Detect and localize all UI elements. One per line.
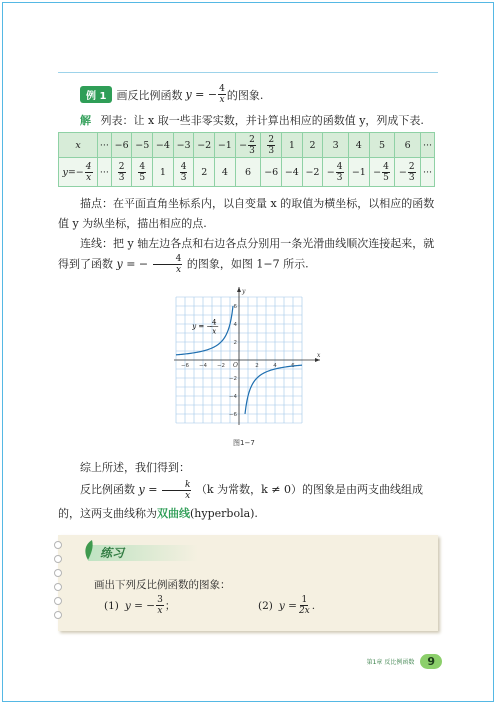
concept-text-c: (hyperbola). (190, 507, 258, 520)
binder-ring-icon (54, 611, 62, 619)
y-tick-label: −6 (228, 412, 237, 418)
table-cell: 2 (302, 133, 323, 158)
page-footer (367, 654, 442, 669)
table-cell (173, 158, 194, 187)
y-tick-label: 4 (233, 322, 237, 328)
cell-fraction: $\frac{2}{3}$ (268, 134, 275, 156)
table-cell: 2 (194, 158, 215, 187)
figure-caption: 图1−7 (233, 439, 255, 447)
x-tick-label: −4 (198, 363, 208, 369)
chapter-label: 第1章 反比例函数 (366, 659, 415, 666)
cell-fraction: $\frac{4}{5}$ (139, 161, 146, 183)
table-cell: 4 (349, 133, 370, 158)
table-cell: −3 (173, 133, 194, 158)
item-formula-lhs: y = (278, 599, 297, 612)
table-cell: 6 (395, 133, 421, 158)
plot-points-paragraph: 描点：在平面直角坐标系内，以自变量 x 的取值为横坐标，以相应的函数值 y 为纵坐标，描出相应的点. (58, 197, 435, 230)
table-cell (132, 158, 153, 187)
leaf-icon (82, 539, 96, 561)
concept-formula-lhs: y = (138, 483, 158, 496)
table-cell: −1 (349, 158, 370, 187)
fraction-denominator: x (185, 490, 191, 501)
item-fraction (156, 595, 164, 616)
table-cell: − $\frac{2}{3}$ (235, 133, 261, 158)
table-cell: 4 (215, 158, 236, 187)
binder-ring-icon (54, 597, 62, 605)
table-cell: −4 (153, 133, 174, 158)
x-tick-label: −2 (216, 363, 226, 369)
table-cell (261, 133, 282, 158)
fraction-numerator: k (162, 480, 191, 491)
value-table (58, 132, 435, 187)
item-end: . (311, 599, 316, 612)
x-tick-label: −6 (180, 363, 190, 369)
y-tick-label: 6 (233, 304, 237, 310)
head-fraction: $\frac{4}{x}$ (85, 161, 92, 183)
y-axis-arrow (237, 287, 241, 292)
page-number: 9 (420, 654, 442, 669)
table-head-y: y=− $\frac{4}{x}$ (59, 158, 98, 187)
fraction-numerator: 1 (301, 595, 308, 605)
table-cell: −6 (111, 133, 132, 158)
connect-paragraph (58, 234, 440, 275)
function-label-den: x (212, 327, 217, 336)
table-cell: ··· (421, 158, 435, 187)
table-head-x: x (59, 133, 98, 158)
x-tick-label: 6 (291, 363, 295, 369)
item-formula-lhs: y = − (124, 599, 156, 612)
cell-fraction: $\frac{2}{3}$ (408, 161, 415, 183)
fraction-denominator: 2x (298, 606, 310, 616)
table-cell: 1 (282, 133, 303, 158)
exercise-title: 练习 (100, 546, 125, 560)
fraction-numerator: 4 (153, 254, 183, 265)
table-row-y (59, 158, 435, 187)
exercise-item-2 (258, 595, 315, 616)
concept-fraction (162, 480, 191, 501)
table-cell: 5 (369, 133, 395, 158)
table-cell: ··· (98, 158, 112, 187)
table-cell: 6 (235, 158, 261, 187)
connect-text-a: 连线：把 y 轴左边各点和右边各点分别用一条光滑曲线顺次连接起来，就得到了函数 (58, 237, 435, 271)
solution-label: 解 (80, 114, 91, 127)
exercise-item-1 (104, 595, 175, 616)
connect-fraction (153, 254, 183, 275)
binder-ring-icon (54, 541, 62, 549)
x-tick-label: 2 (255, 363, 259, 369)
item-end: ； (164, 600, 176, 612)
table-cell: − $\frac{4}{3}$ (323, 158, 349, 187)
table-cell: −1 (215, 133, 236, 158)
origin-label: O (233, 362, 238, 369)
table-cell: −2 (302, 158, 323, 187)
binder-ring-icon (54, 569, 62, 577)
x-tick-label: 4 (273, 363, 277, 369)
hyperbola-chart (166, 285, 326, 435)
y-axis-label: y (242, 288, 246, 295)
function-label-lhs: y = − (192, 322, 213, 331)
item-label: (1) (104, 599, 119, 612)
top-rule (58, 72, 438, 73)
binder-ring-icon (54, 583, 62, 591)
table-cell: −4 (282, 158, 303, 187)
solution-text: 列表：让 x 取一些非零实数，并计算出相应的函数值 y，列成下表. (100, 114, 424, 127)
table-cell: 1 (153, 158, 174, 187)
fraction-numerator: 3 (157, 595, 163, 605)
table-cell: − $\frac{2}{3}$ (395, 158, 421, 187)
y-tick-label: −2 (228, 376, 237, 382)
connect-formula-lhs: y = − (116, 257, 149, 271)
table-cell: ··· (421, 133, 435, 158)
x-axis-label: x (317, 352, 321, 359)
fraction-denominator: x (175, 265, 182, 275)
example-badge: 例 1 (80, 86, 112, 103)
cell-fraction: $\frac{4}{5}$ (383, 161, 389, 183)
fraction-numerator: 4 (219, 84, 225, 94)
table-cell: −6 (261, 158, 282, 187)
solution-line (80, 112, 424, 128)
cell-fraction: $\frac{2}{3}$ (249, 134, 255, 156)
hyperbola-term: 双曲线 (157, 507, 190, 520)
table-cell: ··· (98, 133, 112, 158)
table-cell: −5 (132, 133, 153, 158)
example-text-after: 的图象. (226, 88, 264, 102)
example-text: 画反比例函数 (116, 88, 183, 102)
table-cell: − $\frac{4}{5}$ (369, 158, 395, 187)
example-heading (80, 84, 263, 105)
y-tick-label: −4 (228, 394, 237, 400)
y-tick-label: 2 (233, 340, 237, 346)
summary-paragraph: 综上所述，我们得到： (80, 461, 190, 474)
concept-text-b: （k 为常数，k ≠ 0）的图象是由两支曲线组成的，这两支曲线称为 (58, 483, 423, 520)
fraction-denominator: x (219, 95, 225, 105)
example-fraction (218, 84, 226, 105)
table-row-x (59, 133, 435, 158)
cell-fraction: $\frac{4}{3}$ (336, 161, 343, 183)
exercise-box (58, 535, 438, 631)
table-cell: −2 (194, 133, 215, 158)
concept-paragraph (58, 478, 440, 526)
fraction-denominator: x (157, 606, 163, 616)
concept-text-a: 反比例函数 (80, 483, 135, 496)
example-formula-lhs: y = − (185, 88, 218, 101)
item-fraction (298, 595, 311, 616)
exercise-instruction: 画出下列反比例函数的图象： (94, 579, 231, 591)
table-cell: 3 (323, 133, 349, 158)
function-label-num: 4 (211, 318, 217, 327)
cell-fraction: $\frac{2}{3}$ (118, 161, 125, 183)
connect-text-b: 的图象，如图 1−7 所示. (186, 257, 309, 271)
table-cell (111, 158, 132, 187)
cell-fraction: $\frac{4}{3}$ (180, 161, 187, 183)
item-label: (2) (258, 599, 273, 612)
binder-ring-icon (54, 555, 62, 563)
